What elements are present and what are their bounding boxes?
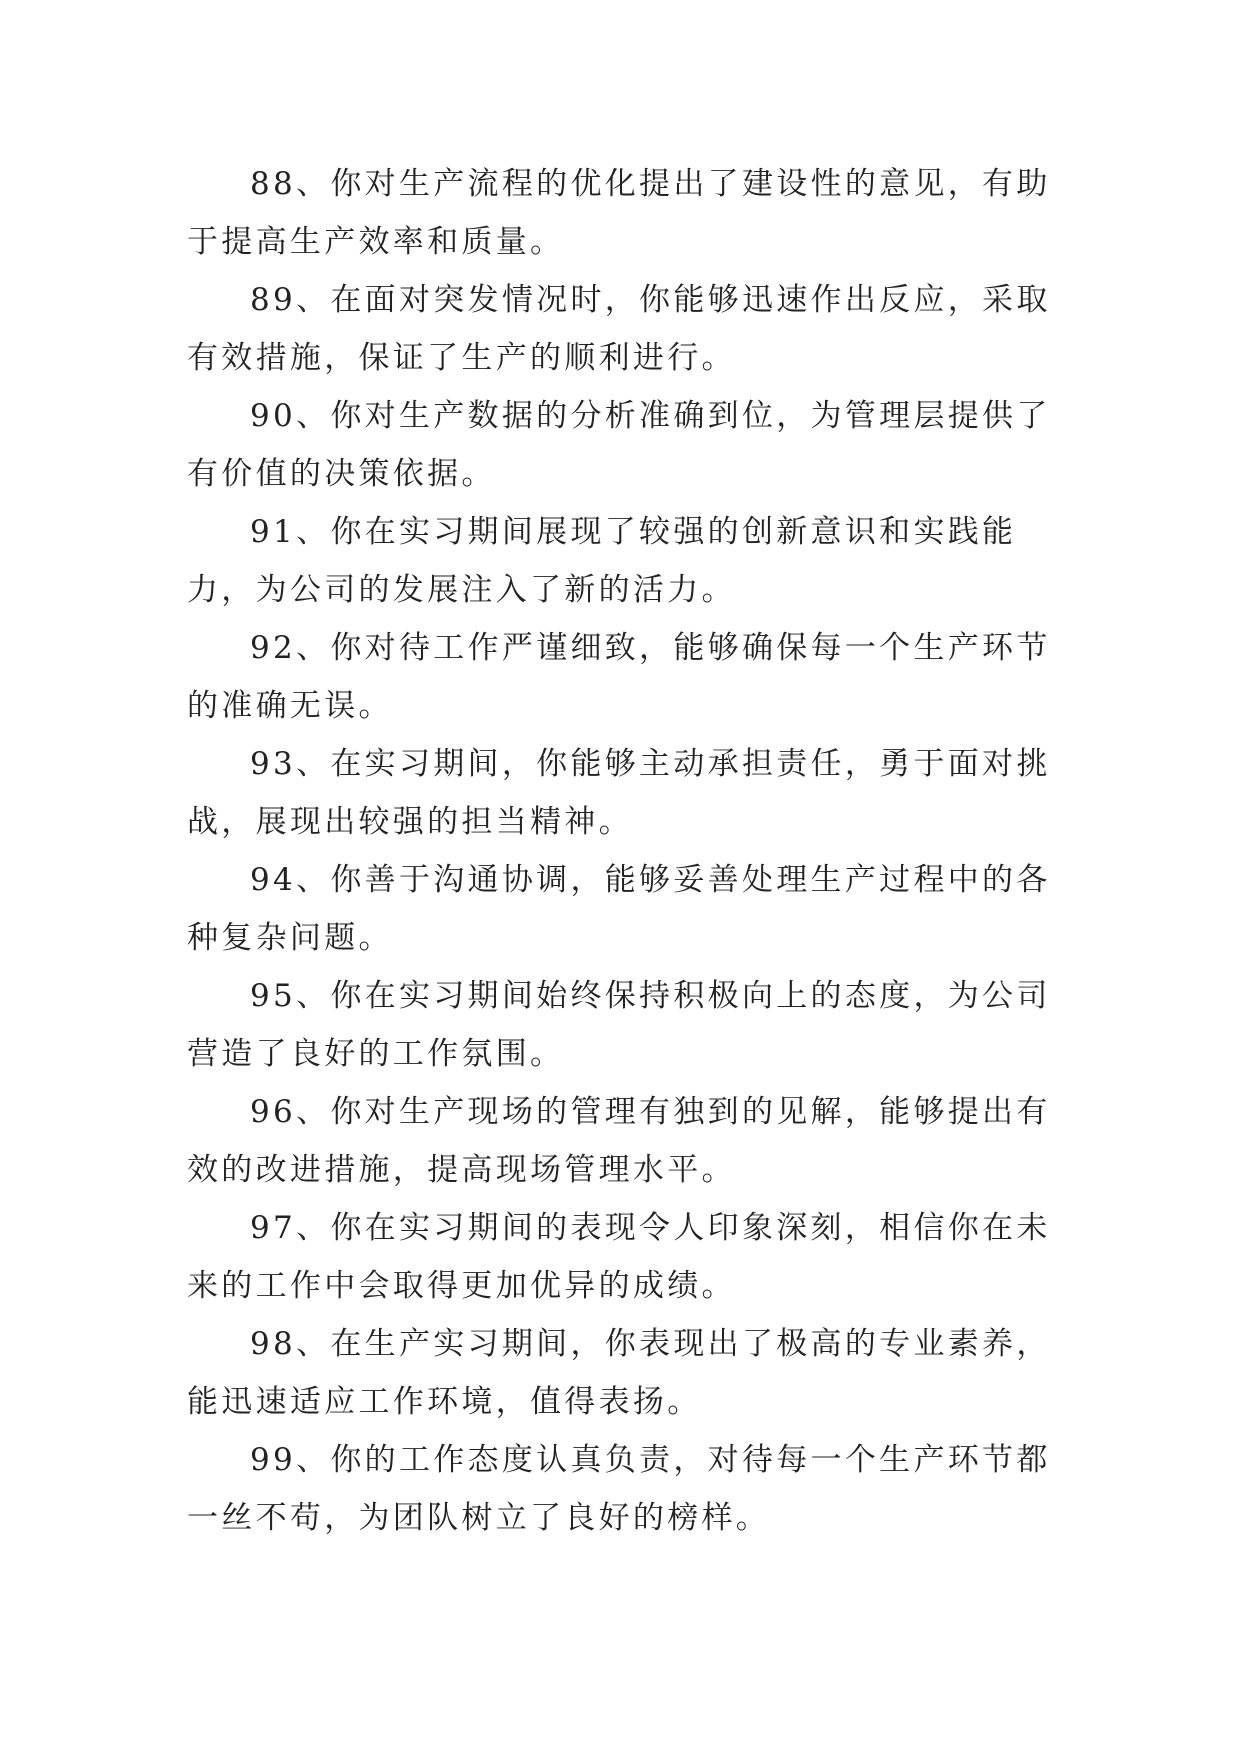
- paragraph-99: 99、你的工作态度认真负责，对待每一个生产环节都一丝不苟，为团队树立了良好的榜样。: [187, 1442, 1051, 1536]
- paragraph-98: 98、在生产实习期间，你表现出了极高的专业素养，能迅速适应工作环境，值得表扬。: [187, 1326, 1051, 1420]
- paragraph-88: 88、你对生产流程的优化提出了建设性的意见，有助于提高生产效率和质量。: [187, 166, 1051, 260]
- paragraph-94: 94、你善于沟通协调，能够妥善处理生产过程中的各种复杂问题。: [187, 862, 1051, 956]
- paragraph-96: 96、你对生产现场的管理有独到的见解，能够提出有效的改进措施，提高现场管理水平。: [187, 1094, 1051, 1188]
- paragraph-90: 90、你对生产数据的分析准确到位，为管理层提供了有价值的决策依据。: [187, 398, 1051, 492]
- paragraph-95: 95、你在实习期间始终保持积极向上的态度，为公司营造了良好的工作氛围。: [187, 978, 1051, 1072]
- paragraph-93: 93、在实习期间，你能够主动承担责任，勇于面对挑战，展现出较强的担当精神。: [187, 746, 1051, 840]
- paragraph-91: 91、你在实习期间展现了较强的创新意识和实践能力，为公司的发展注入了新的活力。: [187, 514, 1017, 608]
- paragraph-92: 92、你对待工作严谨细致，能够确保每一个生产环节的准确无误。: [187, 630, 1051, 724]
- document-body: [187, 155, 1057, 1547]
- paragraph-89: 89、在面对突发情况时，你能够迅速作出反应，采取有效措施，保证了生产的顺利进行。: [187, 282, 1051, 376]
- paragraph-97: 97、你在实习期间的表现令人印象深刻，相信你在未来的工作中会取得更加优异的成绩。: [187, 1210, 1051, 1304]
